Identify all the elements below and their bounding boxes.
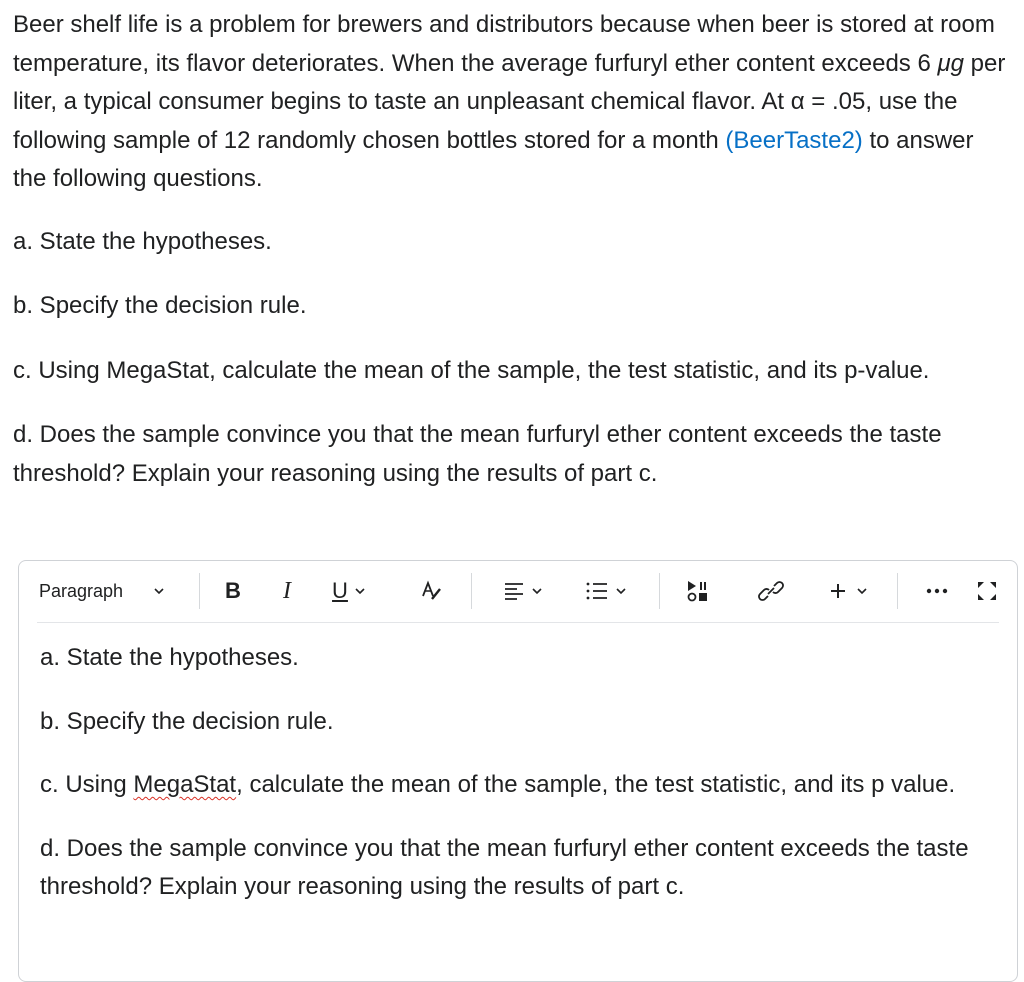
paragraph-format-select[interactable]: [39, 561, 179, 621]
question-part-c: c. Using MegaStat, calculate the mean of the sample, the test statistic, and its p-value.: [13, 356, 930, 384]
toolbar-divider: [471, 573, 472, 609]
italic-icon: I: [283, 577, 291, 604]
intro-text-1: Beer shelf life is a problem for brewers and distributors because when beer is stored at room temperature, its flavor deteriorates. When the average furfuryl ether content exceeds 6: [13, 11, 995, 77]
media-icon: [685, 579, 713, 603]
underline-icon: U: [332, 578, 348, 603]
answer-part-b: b. Specify the decision rule.: [40, 707, 334, 735]
list-button[interactable]: [573, 561, 639, 621]
chevron-down-icon: [856, 585, 868, 597]
answer-part-d: d. Does the sample convince you that the mean furfuryl ether content exceeds the taste threshold? Explain your reasoning using the results of part c.: [40, 834, 969, 900]
align-icon: [503, 581, 525, 601]
list-icon: [585, 581, 609, 601]
answer-part-c: [40, 766, 1000, 805]
chevron-down-icon: [354, 585, 366, 597]
italic-button[interactable]: [269, 561, 305, 621]
align-button[interactable]: [493, 561, 553, 621]
answer-part-a: a. State the hypotheses.: [40, 644, 299, 671]
more-options-button[interactable]: [919, 561, 955, 621]
question-part-a: a. State the hypotheses.: [13, 227, 272, 255]
bold-button[interactable]: [215, 561, 251, 621]
answer-c-text-1: c. Using: [40, 771, 134, 798]
toolbar-divider: [659, 573, 660, 609]
toolbar-divider: [199, 573, 200, 609]
rich-text-editor[interactable]: [18, 560, 1018, 982]
toolbar-divider-line: [37, 622, 999, 623]
question-intro: [13, 6, 1013, 199]
answer-c-text-2: , calculate the mean of the sample, the test statistic, and its p value.: [236, 771, 956, 798]
insert-media-button[interactable]: [679, 561, 719, 621]
insert-plus-button[interactable]: [815, 561, 881, 621]
misspelled-word: MegaStat: [133, 771, 237, 798]
question-text: [13, 6, 1013, 519]
link-icon: [758, 578, 784, 604]
question-part-b: b. Specify the decision rule.: [13, 292, 307, 319]
fullscreen-button[interactable]: [969, 561, 1005, 621]
insert-link-button[interactable]: [751, 561, 791, 621]
intro-text-2: per liter, a typical consumer begins to taste an unpleasant chemical flavor. At α = .05, use the following sample of 12 randomly chosen bottles stored for a month: [13, 49, 1006, 154]
question-part-d: d. Does the sample convince you that the mean furfuryl ether content exceeds the taste threshold? Explain your reasoning using the results of part c.: [13, 421, 942, 487]
chevron-down-icon: [531, 585, 543, 597]
editor-toolbar: [19, 561, 1017, 621]
text-color-button[interactable]: [413, 561, 449, 621]
intro-text-3: to answer the following questions.: [13, 126, 974, 192]
toolbar-divider: [897, 573, 898, 609]
plus-icon: [828, 581, 848, 601]
fullscreen-icon: [976, 580, 998, 602]
chevron-down-icon: [615, 585, 627, 597]
underline-button[interactable]: [321, 561, 377, 621]
editor-content[interactable]: [40, 639, 1000, 932]
bold-icon: B: [225, 578, 241, 603]
text-color-icon: [420, 580, 442, 602]
more-icon: [925, 587, 949, 595]
chevron-down-icon: [153, 585, 165, 597]
beertaste2-link[interactable]: (BeerTaste2): [725, 126, 863, 154]
unit-micrograms: μg: [937, 49, 964, 77]
paragraph-format-label: Paragraph: [39, 580, 124, 601]
